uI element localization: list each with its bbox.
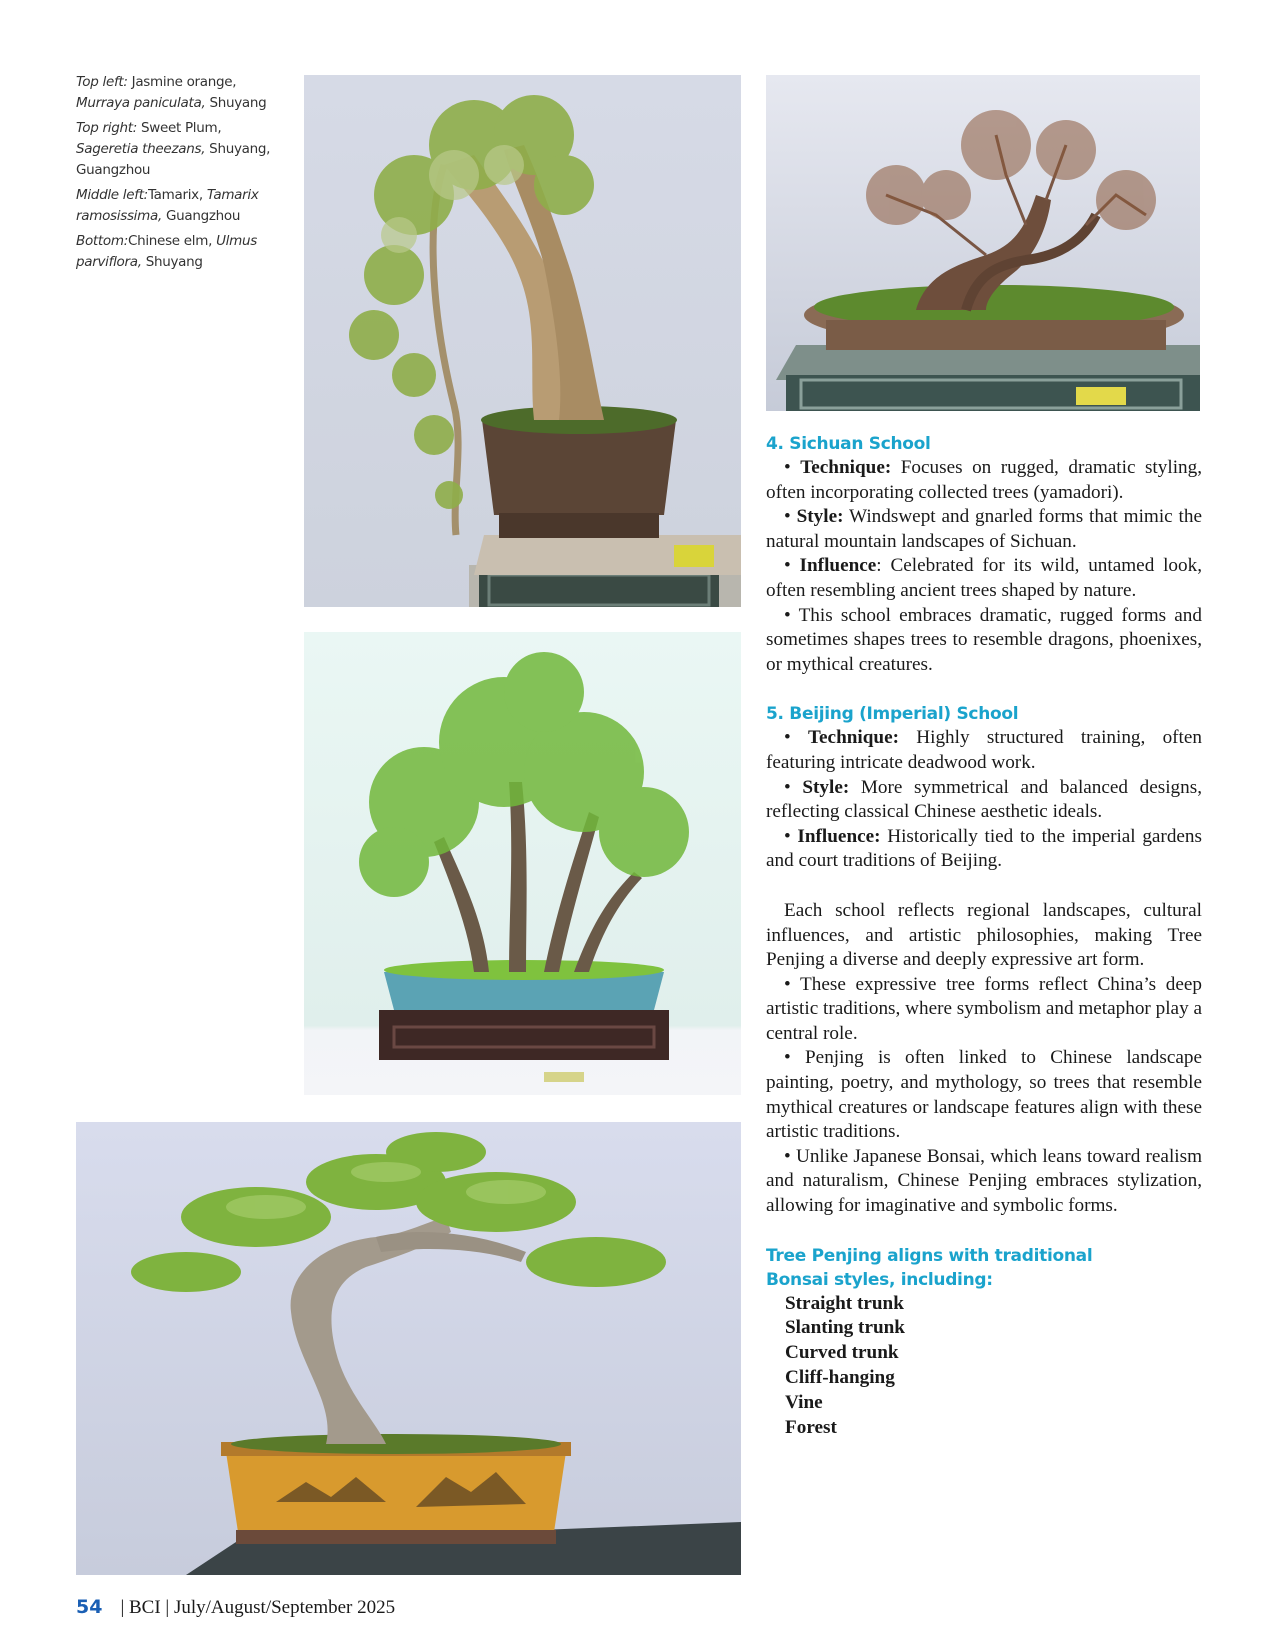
heading-line: Tree Penjing aligns with traditional <box>766 1245 1093 1266</box>
style-item: Straight trunk <box>785 1292 904 1314</box>
bullet-term: Style: <box>802 776 850 798</box>
bonsai-image <box>304 632 741 1095</box>
bullet-text: Unlike Japanese Bonsai, which leans toward realism and naturalism, Chinese Penjing embraces stylization, allowing for imaginative and symbolic forms. <box>766 1145 1203 1217</box>
bonsai-image <box>76 1122 741 1575</box>
heading-beijing-school: 5. Beijing (Imperial) School <box>766 704 1019 725</box>
beijing-bullet-influence: • Influence: Historically tied to the imperial gardens and court traditions of Beijing. <box>766 825 1202 872</box>
caption-common: Sweet Plum, <box>136 120 222 136</box>
beijing-bullet-style: • Style: More symmetrical and balanced designs, reflecting classical Chinese aesthetic ideals. <box>766 776 1202 823</box>
bullet-term: Influence <box>799 555 877 577</box>
bonsai-styles-list <box>766 1292 1202 1441</box>
sichuan-bullet-influence: • Influence: Celebrated for its wild, untamed look, often resembling ancient trees shaped by nature. <box>766 555 1203 601</box>
caption-label: Top right: <box>76 120 137 136</box>
summary-bullet-symbolism: • These expressive tree forms reflect China’s deep artistic traditions, where symbolism and metaphor play a central role. <box>766 973 1202 1044</box>
caption-common: Chinese elm, <box>127 233 217 249</box>
sichuan-bullet-style: • Style: Windswept and gnarled forms that mimic the natural mountain landscapes of Sichuan. <box>766 506 1202 552</box>
caption-latin: Ulmus parviflora, <box>76 233 257 270</box>
style-item: Curved trunk <box>785 1342 899 1364</box>
bullet-text: : Celebrated for its wild, untamed look, often resembling ancient trees shaped by nature. <box>766 555 1203 601</box>
caption-bottom <box>76 231 286 273</box>
caption-latin: Murraya paniculata, <box>76 95 206 111</box>
sichuan-bullet-technique: • Technique: Focuses on rugged, dramatic styling, often incorporating collected trees (yamadori). <box>766 457 1203 503</box>
photo-jasmine-orange <box>304 75 741 607</box>
photo-chinese-elm <box>76 1122 741 1575</box>
style-item: Vine <box>785 1391 823 1413</box>
caption-place: Shuyang, Guangzhou <box>76 141 271 178</box>
beijing-bullet-technique: • Technique: Highly structured training, often featuring intricate deadwood work. <box>766 727 1202 773</box>
summary-bullet-japanese: • Unlike Japanese Bonsai, which leans toward realism and naturalism, Chinese Penjing embraces stylization, allowing for imaginative and symbolic forms. <box>766 1145 1203 1217</box>
caption-label: Middle left: <box>76 187 148 203</box>
style-item: Cliff-hanging <box>785 1367 895 1389</box>
caption-top-left <box>76 72 286 114</box>
heading-styles <box>766 1244 1202 1292</box>
bullet-text: Historically tied to the imperial gardens and court traditions of Beijing. <box>766 825 1202 872</box>
bullet-text: Windswept and gnarled forms that mimic the natural mountain landscapes of Sichuan. <box>766 506 1202 552</box>
bullet-text: Highly structured training, often featuring intricate deadwood work. <box>766 727 1202 773</box>
bullet-term: Technique: <box>808 727 899 749</box>
heading-sichuan-school: 4. Sichuan School <box>766 434 931 454</box>
caption-place: Shuyang <box>205 95 267 111</box>
photo-captions <box>76 72 286 277</box>
bullet-term: Technique: <box>800 457 892 478</box>
bullet-text: Focuses on rugged, dramatic styling, often incorporating collected trees (yamadori). <box>766 457 1203 503</box>
publication-info: | BCI | July/August/September 2025 <box>120 1597 396 1618</box>
caption-place: Guangzhou <box>161 208 241 224</box>
bullet-text: This school embraces dramatic, rugged forms and sometimes shapes trees to resemble dragons, phoenixes, or mythical creatures. <box>766 604 1202 675</box>
heading-line: Bonsai styles, including: <box>766 1269 993 1290</box>
caption-top-right <box>76 118 286 181</box>
style-item: Slanting trunk <box>785 1317 905 1339</box>
style-item: Forest <box>785 1416 837 1438</box>
article-text-column <box>766 432 1202 1440</box>
caption-middle-left <box>76 185 286 227</box>
bonsai-image <box>304 75 741 607</box>
bonsai-image <box>766 75 1200 411</box>
photo-tamarix <box>304 632 741 1095</box>
caption-label: Top left: <box>76 74 128 90</box>
caption-common: Jasmine orange, <box>127 74 237 90</box>
bullet-term: Style: <box>796 506 844 528</box>
summary-bullet-painting: • Penjing is often linked to Chinese landscape painting, poetry, and mythology, so trees that resemble mythical creatures or landscape features align with these artistic traditions. <box>766 1047 1202 1143</box>
bullet-text: Penjing is often linked to Chinese landscape painting, poetry, and mythology, so trees that resemble mythical creatures or landscape features align with these artistic traditions. <box>766 1047 1202 1143</box>
caption-place: Shuyang <box>141 254 203 270</box>
photo-sweet-plum <box>766 75 1200 411</box>
bullet-text: These expressive tree forms reflect China’s deep artistic traditions, where symbolism and metaphor play a central role. <box>766 973 1202 1044</box>
caption-common: Tamarix, <box>147 187 207 203</box>
spacer <box>766 1219 1202 1244</box>
bullet-term: Influence: <box>797 825 881 847</box>
page-number: 54 <box>76 1596 103 1618</box>
summary-paragraph: Each school reflects regional landscapes, cultural influences, and artistic philosophies, making Tree Penjing a diverse and deeply expressive art form. <box>766 899 1202 971</box>
sichuan-bullet-forms: • This school embraces dramatic, rugged forms and sometimes shapes trees to resemble dragons, phoenixes, or mythical creatures. <box>766 604 1202 675</box>
bullet-text: More symmetrical and balanced designs, reflecting classical Chinese aesthetic ideals. <box>766 776 1202 823</box>
caption-latin: Sageretia theezans, <box>76 141 206 157</box>
page-footer <box>76 1596 395 1619</box>
spacer <box>766 874 1202 899</box>
spacer <box>766 677 1202 702</box>
caption-label: Bottom: <box>76 233 128 249</box>
caption-latin: Tamarix ramosissima, <box>76 187 259 224</box>
